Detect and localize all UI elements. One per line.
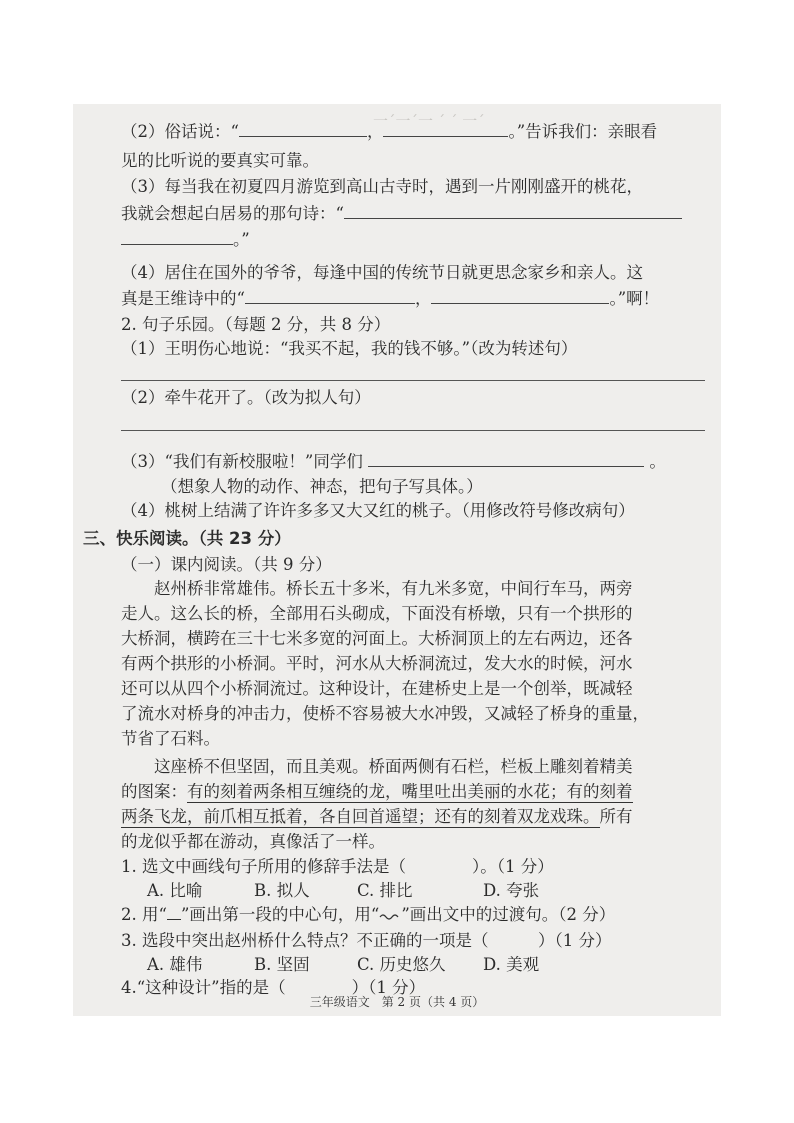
passage-p2-line3: 两条飞龙，前爪相互抵着，各自回首遥望；还有的刻着双龙戏珠。所有 xyxy=(121,807,633,826)
passage-p2-line2: 的图案：有的刻着两条相互缠绕的龙，嘴里吐出美丽的水花；有的刻着 xyxy=(121,782,633,801)
exam-page-photo xyxy=(73,104,721,1016)
question-1-options: A. 比喻 B. 拟人 C. 排比 D. 夸张 xyxy=(147,881,540,900)
q2-item2: （2）牵牛花开了。（改为拟人句） xyxy=(121,388,371,407)
page-footer: 三年级语文 第 2 页（共 4 页） xyxy=(309,995,485,1009)
q2-item4: （4）桃树上结满了许许多多又大又红的桃子。（用修改符号修改病句） xyxy=(121,501,635,520)
passage-p1-line5: 还可以从四个小桥洞流过。这种设计，在建桥史上是一个创举，既减轻 xyxy=(121,679,633,698)
q1-part4-line2: 真是王维诗中的“ ， 。”啊！ xyxy=(121,289,660,308)
question-1: 1. 选文中画线句子所用的修辞手法是（ ）。（1 分） xyxy=(121,857,554,876)
section3-title: 三、快乐阅读。（共 23 分） xyxy=(83,529,291,548)
bleed-through-text: 一ˊ一ˊ一 ˊ ˊ 一ˊ xyxy=(373,112,485,130)
straight-line-mark xyxy=(167,907,181,920)
question-3-options: A. 雄伟 B. 坚固 C. 历史悠久 D. 美观 xyxy=(147,955,540,974)
wavy-line-mark xyxy=(379,912,401,920)
q2-item3-hint: （想象人物的动作、神态，把句子写具体。） xyxy=(161,477,483,496)
underlined-sentence-part1: 有的刻着两条相互缠绕的龙，嘴里吐出美丽的水花；有的刻着 xyxy=(187,782,633,801)
passage-p1-line3: 大桥洞，横跨在三十七米多宽的河面上。大桥洞顶上的左右两边，还各 xyxy=(121,629,633,648)
q1-part3-line3: 。” xyxy=(121,228,250,251)
passage-p1-line6: 了流水对桥身的冲击力，使桥不容易被大水冲毁，又减轻了桥身的重量， xyxy=(121,704,649,723)
q1-part4-line1: （4）居住在国外的爷爷，每逢中国的传统节日就更思念家乡和亲人。这 xyxy=(121,263,643,282)
passage-p2-line4: 的龙似乎都在游动，真像活了一样。 xyxy=(121,832,385,851)
underlined-sentence-part2: 两条飞龙，前爪相互抵着，各自回首遥望；还有的刻着双龙戏珠。 xyxy=(121,807,600,826)
answer-line-1[interactable] xyxy=(121,380,705,381)
q1-part2-line1: （2）俗话说：“ ， 。”告诉我们：亲眼看 xyxy=(121,122,658,141)
passage-p1-line1: 赵州桥非常雄伟。桥长五十多米，有九米多宽，中间行车马，两旁 xyxy=(154,579,633,598)
question-2: 2. 用“ ”画出第一段的中心句，用“ ”画出文中的过渡句。（2 分） xyxy=(121,905,616,924)
passage-p1-line4: 有两个拱形的小桥洞。平时，河水从大桥洞流过，发大水的时候，河水 xyxy=(121,654,633,673)
passage-p2-line1: 这座桥不但坚固，而且美观。桥面两侧有石栏，栏板上雕刻着精美 xyxy=(154,757,633,776)
q2-title: 2. 句子乐园。（每题 2 分，共 8 分） xyxy=(121,315,391,334)
q2-item1: （1）王明伤心地说：“我买不起，我的钱不够。”（改为转述句） xyxy=(121,339,578,358)
question-4: 4.“这种设计”指的是（ ）（1 分） xyxy=(121,978,426,997)
question-3: 3. 选段中突出赵州桥什么特点？不正确的一项是（ ）（1 分） xyxy=(121,931,612,950)
q1-part2-line2: 见的比听说的要真实可靠。 xyxy=(121,151,319,170)
q1-part3-line1: （3）每当我在初夏四月游览到高山古寺时，遇到一片刚刚盛开的桃花， xyxy=(121,177,643,196)
passage-p1-line7: 节省了石料。 xyxy=(121,729,220,748)
section3-sub1: （一）课内阅读。（共 9 分） xyxy=(121,555,332,574)
answer-line-2[interactable] xyxy=(121,430,705,431)
passage-p1-line2: 走人。这么长的桥，全部用石头砌成，下面没有桥墩，只有一个拱形的 xyxy=(121,604,633,623)
q1-part3-line2: 我就会想起白居易的那句诗：“ xyxy=(121,202,682,225)
q2-item3: （3）“我们有新校服啦！”同学们 。 xyxy=(121,452,666,471)
